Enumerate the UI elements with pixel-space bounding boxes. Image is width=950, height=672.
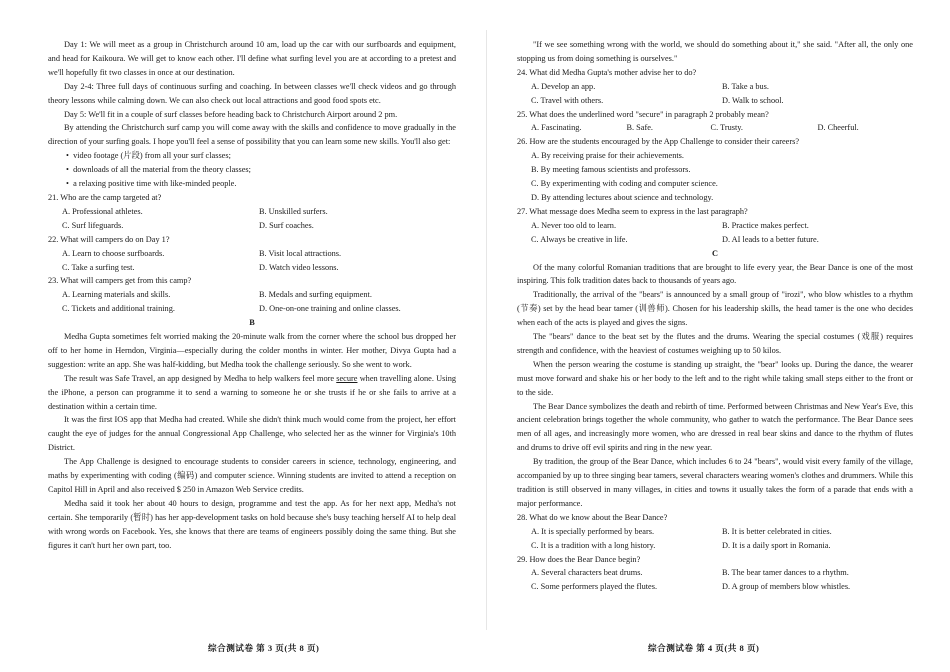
bullet-item: • downloads of all the material from the theory classes; — [66, 165, 251, 175]
option-d: D. By attending lectures about science and technology. — [531, 192, 714, 202]
option-c: C. Travel with others. — [531, 95, 604, 105]
section-c-heading: C — [712, 248, 718, 258]
option-c: C. By experimenting with coding and computer science. — [531, 179, 718, 189]
bullet-text: downloads of all the material from the theory classes; — [73, 165, 251, 175]
option-d: D. Watch video lessons. — [259, 262, 339, 272]
option-a: A. Never too old to learn. — [531, 220, 617, 230]
option-b: B. Medals and surfing equipment. — [259, 290, 372, 300]
passage-a-day5: Day 5: We'll fit in a couple of surf classes before heading back to Christchurch Airport around 2 pm. — [64, 109, 398, 119]
option-d: D. AI leads to a better future. — [722, 234, 819, 244]
para2-text-after: when travelling alone. Using the iPhone, a person can programme it to send a warning to someone he or she trusts if he or she fails to arrive at a destination within a certain time. — [48, 373, 456, 411]
option-c: C. Some performers played the flutes. — [531, 582, 658, 592]
para2-text-before: The result was Safe Travel, an app designed by Medha to help walkers feel more — [64, 373, 337, 383]
passage-b-para4: The App Challenge is designed to encourage students to consider careers in science, technology, engineering, and maths by experimenting with coding (编码) and computer science. Winning students are invited to attend a reception on Capitol Hill in April and also received $ 250 in Amazon Web Service credits. — [48, 457, 456, 494]
question-26-option-c — [517, 177, 913, 191]
option-a: A. By receiving praise for their achievements. — [531, 151, 684, 161]
bullet-text: video footage (片段) from all your surf classes; — [73, 151, 231, 161]
underlined-word-secure: secure — [336, 373, 358, 383]
option-d: D. It is a daily sport in Romania. — [722, 540, 831, 550]
option-b: B. Practice makes perfect. — [722, 220, 809, 230]
option-c: C. Take a surfing test. — [62, 262, 135, 272]
page-fold-divider — [486, 30, 487, 630]
option-b: B. Safe. — [626, 123, 653, 133]
bullet-item: • a relaxing positive time with like-minded people. — [66, 179, 237, 189]
option-b: B. Visit local attractions. — [259, 248, 342, 258]
passage-c-para4: When the person wearing the costume is standing up straight, the "bear" looks up. During the dance, the wearer must move forward and shake his or her body to the left and to the right while taking small steps either to the front or to the side. — [517, 359, 913, 397]
option-b: B. Take a bus. — [722, 81, 769, 91]
option-a: A. Fascinating. — [531, 123, 582, 133]
option-a: A. Learn to choose surfboards. — [62, 248, 165, 258]
question-27-options — [517, 233, 913, 247]
question-23-options — [48, 302, 456, 316]
passage-b-para2 — [48, 372, 456, 414]
option-a: A. Learning materials and skills. — [62, 290, 171, 300]
question-28-options — [517, 525, 913, 539]
passage-c-para5: The Bear Dance symbolizes the death and rebirth of time. Performed between Christmas and New Year's Eve, this ancient celebration brings together the whole community, who gather to watch the performance. The Bear Dance sees men of all ages, and increasingly more women, who are dressed in real bear skins and dance to the rhythm of flutes and drums to drive off evil spirits and ring in the new year. — [517, 401, 913, 453]
question-21-options — [48, 205, 456, 219]
option-c: C. Tickets and additional training. — [62, 304, 175, 314]
passage-a-attending: By attending the Christchurch surf camp you will come away with the skills and confidence to move gradually in the direction of your surfing goals. I hope you'll feel a sense of possibility that you can learn some new skills. You'll also get: — [48, 123, 456, 147]
bullet-item: • video footage (片段) from all your surf classes; — [66, 151, 231, 161]
passage-c-para2: Traditionally, the arrival of the "bears" is announced by a small group of "irozi", who blow whistles to a rhythm (节奏) set by the head bear tamer (训兽师). Chosen for his leadership skills, the head tamer is the one who decides when each of the acts is played and gives the signs. — [517, 290, 913, 328]
passage-a-day2-4: Day 2-4: Three full days of continuous surfing and coaching. In between classes we'll check videos and go through theory lessons while calming down. We can also check out local attractions and good food spots etc. — [48, 81, 456, 105]
question-21-options — [48, 219, 456, 233]
question-29-options — [517, 566, 913, 580]
option-c: C. Surf lifeguards. — [62, 220, 124, 230]
option-d: D. Surf coaches. — [259, 220, 314, 230]
question-22-stem: 22. What will campers do on Day 1? — [48, 234, 170, 244]
section-b-heading: B — [249, 318, 255, 328]
question-26-option-a — [517, 149, 913, 163]
bullet-text: a relaxing positive time with like-minded people. — [73, 179, 237, 189]
option-c: C. It is a tradition with a long history. — [531, 540, 656, 550]
question-27-stem: 27. What message does Medha seem to express in the last paragraph? — [517, 206, 748, 216]
option-c: C. Trusty. — [710, 123, 743, 133]
question-26-option-d — [517, 191, 913, 205]
option-a: A. Several characters beat drums. — [531, 568, 643, 578]
question-24-stem: 24. What did Medha Gupta's mother advise her to do? — [517, 67, 697, 77]
passage-c-para3: The "bears" dance to the beat set by the flutes and the drums. Wearing the special costumes (戏服) requires strength and confidence, with the heaviest of costumes weighing up to 50 kilos. — [517, 332, 913, 355]
question-22-options — [48, 247, 456, 261]
option-a: A. It is specially performed by bears. — [531, 526, 655, 536]
option-b: B. Unskilled surfers. — [259, 206, 328, 216]
passage-c-para1: Of the many colorful Romanian traditions that are brought to life every year, the Bear Dance is one of the most inspiring. This folk tradition dates back to thousands of years ago. — [517, 262, 913, 286]
option-d: D. A group of members blow whistles. — [722, 582, 851, 592]
question-21-stem: 21. Who are the camp targeted at? — [48, 192, 162, 202]
option-c: C. Always be creative in life. — [531, 234, 628, 244]
question-23-options — [48, 288, 456, 302]
question-29-options — [517, 580, 913, 594]
question-24-options — [517, 80, 913, 94]
page-footer-left: 综合测试卷 第 3 页(共 8 页) — [208, 643, 320, 653]
question-27-options — [517, 219, 913, 233]
question-25-stem: 25. What does the underlined word "secure" in paragraph 2 probably mean? — [517, 109, 769, 119]
option-d: D. Walk to school. — [722, 95, 784, 105]
question-28-stem: 28. What do we know about the Bear Dance? — [517, 512, 668, 522]
question-23-stem: 23. What will campers get from this camp? — [48, 276, 192, 286]
right-page — [517, 38, 913, 594]
option-b: B. By meeting famous scientists and professors. — [531, 165, 691, 175]
page-footer-right: 综合测试卷 第 4 页(共 8 页) — [648, 643, 760, 653]
question-26-stem: 26. How are the students encouraged by the App Challenge to consider their careers? — [517, 137, 799, 147]
option-a: A. Develop an app. — [531, 81, 596, 91]
question-28-options — [517, 539, 913, 553]
passage-b-quote: "If we see something wrong with the world, we should do something about it," she said. "After all, the only one stopping us from doing something is ourselves." — [517, 40, 913, 63]
option-d: D. One-on-one training and online classes. — [259, 304, 401, 314]
question-22-options — [48, 261, 456, 275]
option-a: A. Professional athletes. — [62, 206, 143, 216]
option-d: D. Cheerful. — [817, 123, 859, 133]
option-b: B. It is better celebrated in cities. — [722, 526, 832, 536]
option-b: B. The bear tamer dances to a rhythm. — [722, 568, 849, 578]
question-24-options — [517, 94, 913, 108]
question-26-option-b — [517, 163, 913, 177]
left-page — [48, 38, 456, 553]
passage-b-para3: It was the first IOS app that Medha had created. While she didn't think much would come from the project, her effort caught the eye of judges for the annual Congressional App Challenge, who selected her as the winner for Virginia's 10th District. — [48, 415, 456, 453]
passage-a-day1: Day 1: We will meet as a group in Christchurch around 10 am, load up the car with our surfboards and equipment, and head for Kaikoura. We will get to know each other. I'll define what surfing level you are at according to a pretest and we'll hopefully fit two classes in once at our destination. — [48, 40, 456, 77]
question-29-stem: 29. How does the Bear Dance begin? — [517, 554, 641, 564]
question-25-options — [517, 121, 913, 135]
passage-b-para5: Medha said it took her about 40 hours to design, programme and test the app. As for her next app, Medha's not certain. She temporarily (暂时) has her app-development tasks on hold because she's busy teaching herself AI to help deal with wrong words on Facebook. Yes, she knows that there are teams of engineers possibly doing the same thing. But she figures it can't hurt her own part, too. — [48, 498, 456, 550]
passage-c-para6: By tradition, the group of the Bear Dance, which includes 6 to 24 "bears", would visit every family of the village, accompanied by up to three singing bear tamers, several characters wearing women's clothes and drummers. While this tradition is still observed in many villages, in cities and towns it usually takes the form of a parade that ends with a major performance. — [517, 457, 913, 508]
passage-b-para1: Medha Gupta sometimes felt worried making the 20-minute walk from the corner where the school bus dropped her off to her home in Herndon, Virginia—especially during the colder months in winter. Her mother, Divya Gupta had a suggestion: write an app. She was half-kidding, but Medha took the challenge seriously. So she went to work. — [48, 332, 456, 369]
